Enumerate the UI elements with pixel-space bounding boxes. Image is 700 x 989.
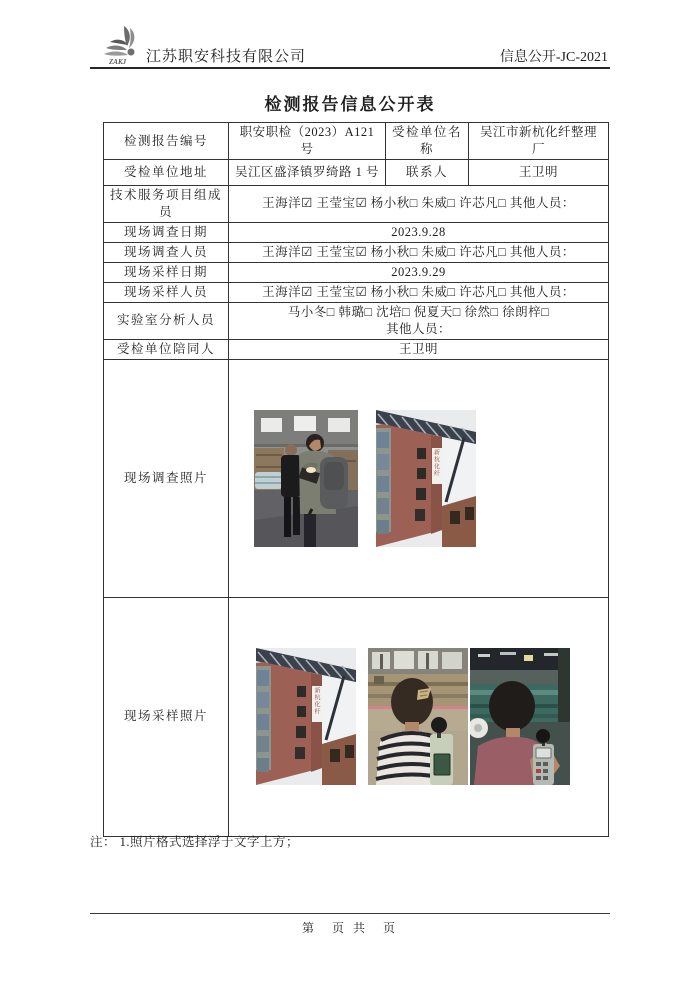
page-header <box>90 22 610 68</box>
footer-rule <box>90 913 610 914</box>
lab-staff-line1: 马小冬□ 韩璐□ 沈培□ 倪夏天□ 徐然□ 徐朗梓□ <box>287 304 550 319</box>
building-sign-text: 新杭化纤 <box>432 448 439 477</box>
report-no-label: 检测报告编号 <box>104 123 229 160</box>
sampling-date-value: 2023.9.29 <box>229 262 609 282</box>
building-image <box>255 648 357 785</box>
header-rule <box>90 67 610 69</box>
page-footer: 第 页 共 页 <box>301 921 398 935</box>
worker-striped-image <box>368 648 468 785</box>
unit-name-label: 受检单位名称 <box>386 123 469 160</box>
sampling-staff-label: 现场采样人员 <box>104 282 229 302</box>
survey-date-value: 2023.9.28 <box>229 222 609 242</box>
doc-code: 信息公开-JC-2021 <box>499 50 608 65</box>
factory-interior-image <box>254 410 358 547</box>
row-tech-team <box>104 186 609 223</box>
tech-team-value: 王海洋☑ 王莹宝☑ 杨小秋□ 朱威□ 许芯凡□ 其他人员： <box>229 186 609 223</box>
sampling-photo-worker-maroon <box>470 648 570 785</box>
row-sampling-date <box>104 262 609 282</box>
building-image <box>376 410 476 547</box>
logo-text: ZAKJ <box>109 58 127 66</box>
footnote: 注： 1.照片格式选择浮于文字上方； <box>90 835 300 849</box>
unit-name-value: 吴江市新杭化纤整理厂 <box>469 123 609 160</box>
contact-value: 王卫明 <box>469 160 609 186</box>
unit-addr-label: 受检单位地址 <box>104 160 229 186</box>
lab-staff-line2: 其他人员： <box>385 321 451 336</box>
row-survey-photos <box>104 359 609 597</box>
escort-value: 王卫明 <box>229 339 609 359</box>
page-title: 检测报告信息公开表 <box>264 95 436 114</box>
sampling-photos-label: 现场采样照片 <box>104 597 229 836</box>
sampling-date-label: 现场采样日期 <box>104 262 229 282</box>
report-no-value: 职安职检（2023）A121 号 <box>229 123 386 160</box>
sampling-staff-value: 王海洋☑ 王莹宝☑ 杨小秋□ 朱威□ 许芯凡□ 其他人员： <box>229 282 609 302</box>
unit-addr-value: 吴江区盛泽镇罗绮路 1 号 <box>229 160 386 186</box>
row-survey-date <box>104 222 609 242</box>
row-unit-addr <box>104 160 609 186</box>
logo-graphic <box>100 24 146 66</box>
escort-label: 受检单位陪同人 <box>104 339 229 359</box>
worker-maroon-image <box>470 648 570 785</box>
row-lab-staff <box>104 302 609 339</box>
company-name: 江苏职安科技有限公司 <box>146 49 307 65</box>
form-table <box>103 122 609 837</box>
tech-team-label: 技术服务项目组成员 <box>104 186 229 223</box>
survey-photos-label: 现场调查照片 <box>104 359 229 597</box>
building-sign-text: 新杭化纤 <box>313 687 319 716</box>
sampling-photo-worker-striped <box>368 648 468 785</box>
row-sampling-photos <box>104 597 609 836</box>
lab-staff-value <box>229 302 609 339</box>
survey-staff-value: 王海洋☑ 王莹宝☑ 杨小秋□ 朱威□ 许芯凡□ 其他人员： <box>229 242 609 262</box>
company-logo <box>100 24 146 66</box>
lab-staff-label: 实验室分析人员 <box>104 302 229 339</box>
survey-staff-label: 现场调查人员 <box>104 242 229 262</box>
survey-photo-building <box>376 410 476 547</box>
survey-photos-cell <box>229 359 609 597</box>
sampling-photos-cell <box>229 597 609 836</box>
row-report-no <box>104 123 609 160</box>
survey-date-label: 现场调查日期 <box>104 222 229 242</box>
row-survey-staff <box>104 242 609 262</box>
survey-photo-factory-interior <box>254 410 358 547</box>
contact-label: 联系人 <box>386 160 469 186</box>
sampling-photo-building <box>255 648 357 785</box>
row-escort <box>104 339 609 359</box>
row-sampling-staff <box>104 282 609 302</box>
